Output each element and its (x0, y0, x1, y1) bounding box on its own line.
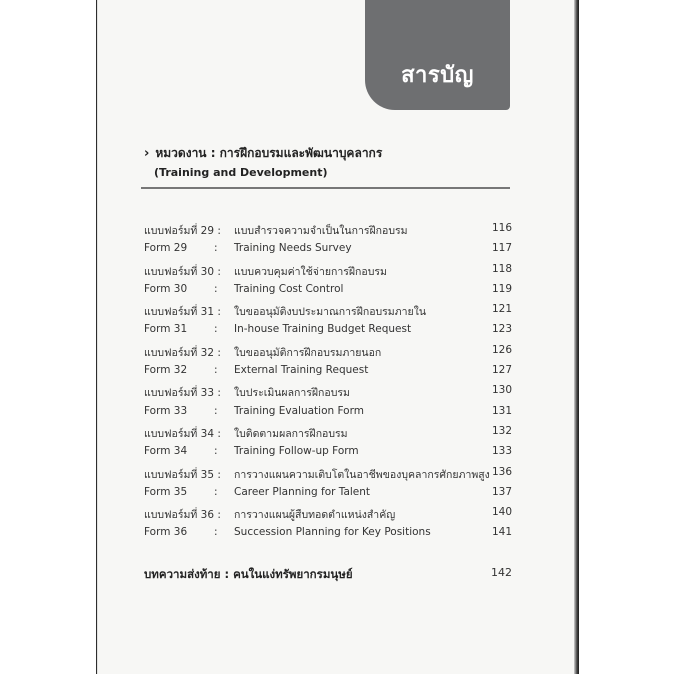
toc-row (144, 242, 514, 262)
toc-page-number: 117 (491, 242, 512, 255)
toc-entry-title: Succession Planning for Key Positions (234, 526, 431, 539)
toc-page-number: 136 (491, 465, 512, 478)
toc-row (144, 222, 514, 242)
book-spine-right (574, 0, 579, 674)
toc-entry-title: Career Planning for Talent (234, 485, 371, 498)
toc-form-label: แบบฟอร์มที่ 29 : (144, 225, 221, 237)
toc-separator: : (214, 282, 218, 295)
toc-separator: : (214, 526, 218, 539)
toc-form-label: Form 35 (144, 485, 188, 498)
toc-separator: : (214, 485, 218, 498)
section-subheading: (Training and Development) (154, 166, 328, 179)
epilogue-page: 142 (491, 566, 512, 579)
toc-row (144, 445, 514, 465)
toc-page-number: 118 (491, 262, 512, 275)
chevron-right-icon: › (144, 146, 150, 161)
toc-entry-title: Training Evaluation Form (234, 404, 364, 417)
section-heading-text: หมวดงาน : การฝึกอบรมและพัฒนาบุคลากร (155, 146, 383, 160)
toc-row (144, 506, 514, 526)
toc-page-number: 127 (491, 364, 512, 377)
toc-row (144, 425, 514, 445)
toc-separator: : (214, 242, 218, 255)
toc-row (144, 344, 514, 364)
toc-page-number: 137 (491, 485, 512, 498)
toc-entry-title: ใบติดตามผลการฝึกอบรม (234, 427, 348, 440)
title-tab (365, 0, 510, 110)
toc-form-label: แบบฟอร์มที่ 33 : (144, 387, 221, 400)
toc-entry-title: ใบขออนุมัติงบประมาณการฝึกอบรมภายใน (234, 306, 427, 319)
toc-row (144, 526, 514, 546)
toc-entry-title: Training Needs Survey (234, 242, 352, 255)
toc-entry-title: ใบประเมินผลการฝึกอบรม (234, 387, 350, 400)
toc-form-label: แบบฟอร์มที่ 34 : (144, 427, 221, 440)
toc-page-number: 133 (491, 445, 512, 458)
toc-form-label: แบบฟอร์มที่ 31 : (144, 306, 221, 319)
section-divider (141, 187, 510, 189)
toc-form-label: แบบฟอร์มที่ 32 : (144, 346, 221, 359)
toc-form-label: Form 36 (144, 526, 188, 539)
toc-separator: : (214, 364, 218, 377)
epilogue-entry (144, 566, 514, 584)
section-heading (144, 144, 382, 163)
toc-form-label: Form 30 (144, 282, 188, 295)
toc-entry-title: ใบขออนุมัติการฝึกอบรมภายนอก (234, 346, 382, 359)
toc-entry-title: Training Follow-up Form (234, 445, 359, 458)
toc-page-number: 140 (491, 506, 512, 519)
toc-page-number: 141 (491, 526, 512, 539)
toc-page-number: 119 (491, 282, 512, 295)
toc-form-label: แบบฟอร์มที่ 35 : (144, 468, 221, 481)
toc-row (144, 405, 514, 425)
toc-page-number: 123 (491, 323, 512, 336)
epilogue-title: บทความส่งท้าย : คนในแง่ทรัพยากรมนุษย์ (144, 567, 353, 581)
toc-entry-title: Training Cost Control (234, 282, 344, 295)
toc-row (144, 323, 514, 343)
toc-row (144, 384, 514, 404)
toc-page-number: 121 (491, 303, 512, 316)
toc-row (144, 303, 514, 323)
toc-row (144, 466, 514, 486)
toc-form-label: Form 31 (144, 323, 188, 336)
toc-entry-title: การวางแผนผู้สืบทอดตำแหน่งสำคัญ (234, 509, 396, 522)
toc-page-number: 116 (491, 222, 512, 234)
toc-separator: : (214, 323, 218, 336)
toc-list (144, 222, 514, 547)
toc-separator: : (214, 445, 218, 458)
toc-page-number: 130 (491, 384, 512, 397)
toc-form-label: Form 34 (144, 445, 188, 458)
toc-page-number: 126 (491, 343, 512, 356)
toc-form-label: แบบฟอร์มที่ 36 : (144, 509, 221, 522)
toc-page-number: 132 (491, 424, 512, 437)
toc-entry-title: แบบควบคุมค่าใช้จ่ายการฝึกอบรม (234, 265, 387, 278)
toc-separator: : (214, 404, 218, 417)
toc-row (144, 263, 514, 283)
toc-entry-title: การวางแผนความเติบโตในอาชีพของบุคลากรศักยภาพสูง (234, 468, 490, 481)
toc-row (144, 283, 514, 303)
toc-form-label: Form 33 (144, 404, 188, 417)
toc-entry-title: แบบสำรวจความจำเป็นในการฝึกอบรม (234, 225, 408, 237)
page-title: สารบัญ (401, 63, 474, 88)
toc-entry-title: External Training Request (234, 364, 369, 377)
toc-row (144, 486, 514, 506)
toc-form-label: Form 32 (144, 364, 188, 377)
toc-page-number: 131 (491, 404, 512, 417)
toc-row (144, 364, 514, 384)
toc-form-label: แบบฟอร์มที่ 30 : (144, 265, 221, 278)
toc-form-label: Form 29 (144, 242, 188, 255)
toc-entry-title: In-house Training Budget Request (234, 323, 412, 336)
